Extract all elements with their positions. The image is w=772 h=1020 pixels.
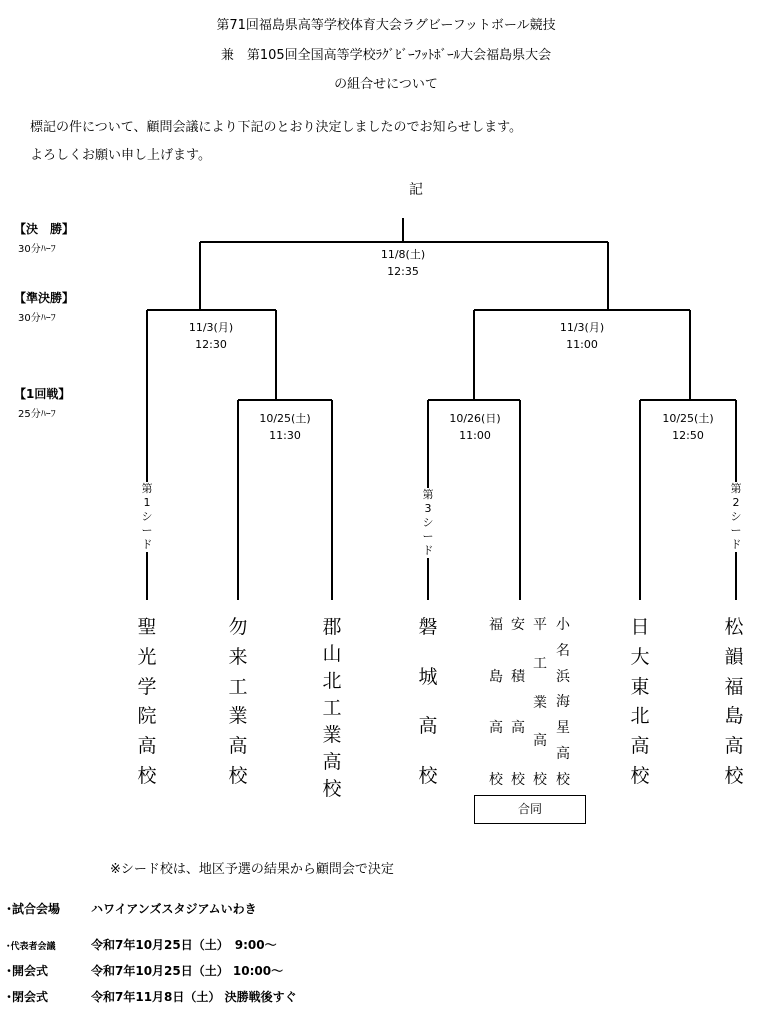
- round-label-semi: 【準決勝】: [14, 291, 75, 305]
- school-char: 韻: [724, 645, 744, 668]
- school-char: 校: [511, 771, 525, 788]
- school-char: 平: [533, 617, 547, 633]
- school-char: 海: [556, 694, 570, 711]
- school-char: 名: [556, 642, 570, 659]
- title-line-3: の組合せについて: [334, 77, 438, 92]
- info-label: ･試合会場: [6, 902, 61, 916]
- round-label-final: 【決 勝】: [14, 222, 75, 236]
- seed-label-1: [137, 482, 157, 552]
- school-char: 高: [489, 720, 503, 737]
- info-closing: [6, 988, 297, 1005]
- title-line-2: 兼 第105回全国高等学校ﾗｸﾞﾋﾞｰﾌｯﾄﾎﾞｰﾙ大会福島県大会: [220, 48, 552, 63]
- school-char: 島: [724, 705, 744, 728]
- school-shoin-fukushima: [722, 612, 746, 788]
- half-length-semi: 30分ﾊｰﾌ: [18, 313, 56, 324]
- seed-char: シ: [141, 510, 153, 523]
- seed-char: ド: [422, 544, 434, 557]
- school-char: 高: [322, 751, 342, 773]
- seed-note: ※シード校は、地区予選の結果から顧問会で決定: [110, 862, 394, 877]
- match-r1-b-time: 11:00: [459, 429, 491, 442]
- school-char: 大: [630, 645, 650, 668]
- seed-char: ド: [141, 538, 153, 551]
- seed-char: 1: [143, 496, 151, 509]
- school-char: 高: [630, 735, 650, 758]
- info-value: 令和7年10月25日（土） 10:00～: [91, 964, 284, 978]
- school-seiko-gakuin: [135, 612, 159, 788]
- school-fukushima: [486, 614, 506, 789]
- seed-char: ー: [730, 524, 742, 537]
- school-char: 高: [228, 735, 248, 758]
- school-char: 安: [511, 617, 525, 633]
- school-char: 東: [630, 675, 650, 698]
- school-char: 日: [630, 616, 650, 638]
- round-label-first: 【1回戦】: [14, 387, 71, 401]
- school-char: 工: [228, 675, 248, 698]
- info-rep-meeting: [6, 936, 277, 953]
- info-label: ･代表者会議: [6, 942, 56, 952]
- intro-line-1: 標記の件について、顧問会議により下記のとおり決定しましたのでお知らせします。: [30, 120, 523, 135]
- school-char: 校: [137, 764, 157, 787]
- school-onahama-kaisei: [553, 614, 573, 789]
- info-value: ハワイアンズスタジアムいわき: [91, 902, 257, 916]
- school-char: 高: [556, 746, 570, 763]
- info-label: ･閉会式: [6, 990, 49, 1004]
- school-char: 郡: [322, 616, 342, 638]
- school-char: 松: [724, 616, 744, 638]
- match-semi-right-time: 11:00: [566, 338, 598, 351]
- school-char: 院: [137, 705, 157, 728]
- seed-char: ー: [422, 530, 434, 543]
- combined-team-box: 合同: [474, 795, 586, 824]
- match-semi-left-time: 12:30: [195, 338, 227, 351]
- school-char: 山: [322, 643, 342, 665]
- school-char: 浜: [556, 668, 570, 685]
- school-char: 聖: [137, 616, 157, 638]
- school-char: 高: [511, 720, 525, 737]
- school-char: 高: [533, 733, 547, 750]
- match-final-time: 12:35: [387, 265, 419, 278]
- school-char: 北: [322, 670, 342, 692]
- school-char: 島: [489, 668, 503, 685]
- school-taira-kogyo: [530, 614, 550, 789]
- seed-char: シ: [422, 516, 434, 529]
- school-char: 勿: [228, 616, 248, 638]
- school-char: 校: [724, 764, 744, 787]
- school-iwaki: [416, 612, 440, 788]
- school-char: 積: [511, 668, 525, 685]
- match-r1-b-date: 10/26(日): [449, 412, 501, 425]
- info-value: 令和7年11月8日（土） 決勝戦後すぐ: [91, 990, 297, 1004]
- match-r1-c: [643, 410, 733, 444]
- school-char: 校: [489, 771, 503, 788]
- school-char: 業: [228, 705, 248, 728]
- seed-char: 2: [732, 496, 740, 509]
- seed-label-2: [726, 482, 746, 552]
- school-char: 北: [630, 705, 650, 728]
- match-semi-left-date: 11/3(月): [188, 321, 234, 334]
- school-char: 城: [418, 665, 438, 688]
- match-semi-right: [537, 319, 627, 353]
- match-final-date: 11/8(土): [380, 248, 426, 261]
- info-label: ･開会式: [6, 964, 49, 978]
- seed-char: 第: [422, 488, 434, 501]
- school-char: 校: [630, 764, 650, 787]
- match-r1-c-time: 12:50: [672, 429, 704, 442]
- school-char: 高: [137, 735, 157, 758]
- ki-heading: 記: [409, 182, 423, 198]
- seed-char: シ: [730, 510, 742, 523]
- school-koriyama-kita-kogyo: [320, 612, 344, 800]
- seed-label-3: [418, 488, 438, 558]
- school-char: 工: [533, 655, 547, 672]
- info-venue: [6, 900, 257, 917]
- school-char: 小: [556, 617, 570, 633]
- school-char: 学: [137, 675, 157, 698]
- school-char: 福: [489, 617, 503, 633]
- school-nichidai-tohoku: [628, 612, 652, 788]
- match-r1-b: [430, 410, 520, 444]
- school-nakoso-kogyo: [226, 612, 250, 788]
- school-char: 校: [228, 764, 248, 787]
- match-r1-a: [240, 410, 330, 444]
- school-char: 高: [418, 715, 438, 738]
- intro-line-2: よろしくお願い申し上げます。: [30, 148, 211, 163]
- school-asaka: [508, 614, 528, 789]
- match-r1-c-date: 10/25(土): [662, 412, 714, 425]
- school-char: 校: [556, 771, 570, 788]
- school-char: 星: [556, 720, 570, 737]
- school-char: 福: [724, 675, 744, 698]
- match-semi-left: [166, 319, 256, 353]
- school-char: 高: [724, 735, 744, 758]
- seed-char: 3: [424, 502, 432, 515]
- school-char: 業: [533, 694, 547, 711]
- info-opening: [6, 962, 283, 979]
- school-char: 光: [137, 645, 157, 668]
- school-char: 校: [322, 778, 342, 800]
- school-char: 工: [322, 697, 342, 719]
- half-length-final: 30分ﾊｰﾌ: [18, 244, 56, 255]
- match-r1-a-time: 11:30: [269, 429, 301, 442]
- seed-char: ド: [730, 538, 742, 551]
- school-char: 校: [533, 772, 547, 788]
- title-line-1: 第71回福島県高等学校体育大会ラグビーフットボール競技: [216, 18, 556, 33]
- info-value: 令和7年10月25日（土） 9:00～: [91, 938, 277, 952]
- match-r1-a-date: 10/25(土): [259, 412, 311, 425]
- school-char: 業: [322, 724, 342, 746]
- school-char: 磐: [418, 616, 438, 638]
- school-char: 校: [418, 764, 438, 787]
- half-length-first: 25分ﾊｰﾌ: [18, 409, 56, 420]
- seed-char: 第: [730, 482, 742, 495]
- match-semi-right-date: 11/3(月): [559, 321, 605, 334]
- seed-char: 第: [141, 482, 153, 495]
- match-final: [358, 246, 448, 280]
- school-char: 来: [228, 645, 248, 668]
- seed-char: ー: [141, 524, 153, 537]
